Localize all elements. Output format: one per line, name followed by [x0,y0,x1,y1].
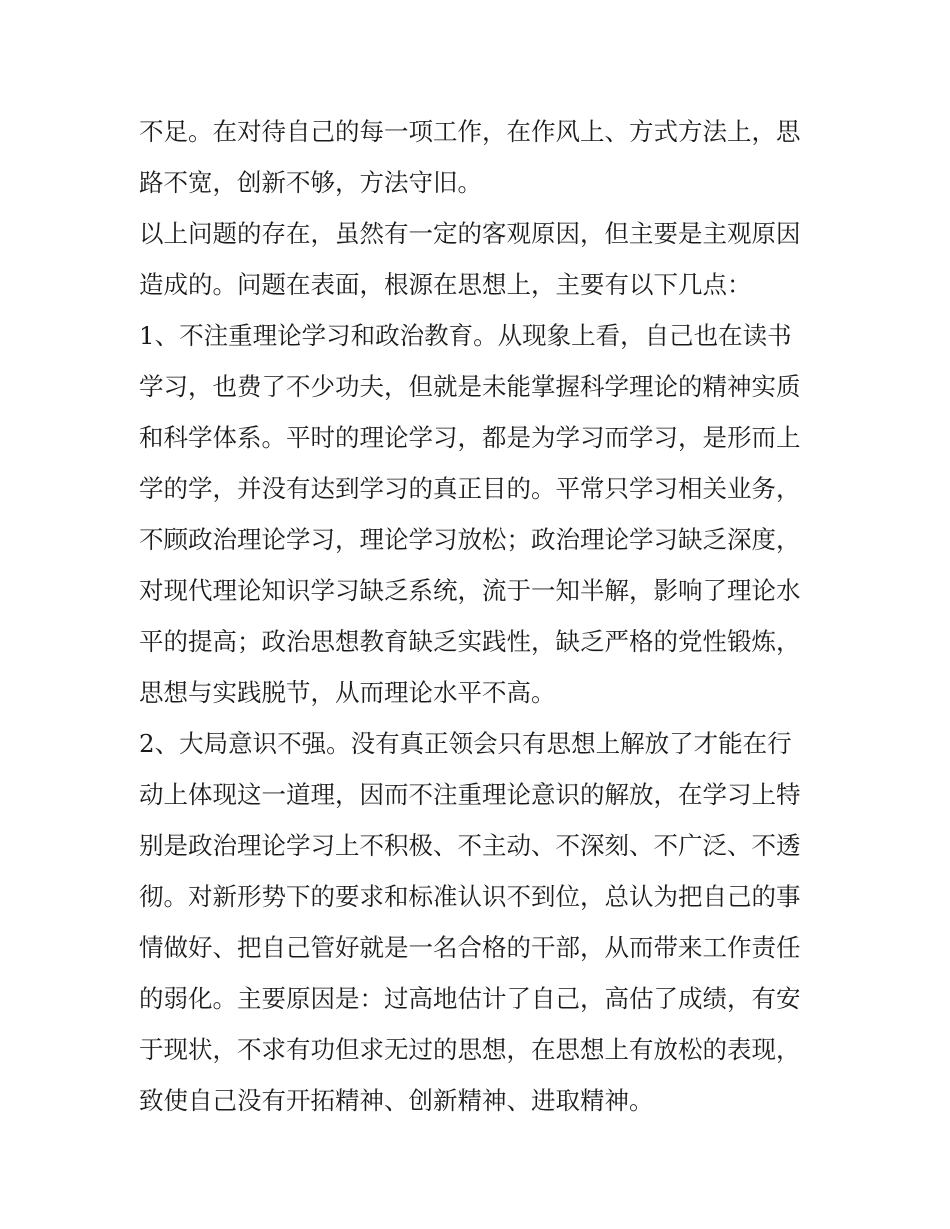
text-line: 情做好、把自己管好就是一名合格的干部，从而带来工作责任 [139,933,801,962]
text-line: 1、不注重理论学习和政治教育。从现象上看，自己也在读书 [139,321,792,350]
text-line: 别是政治理论学习上不积极、不主动、不深刻、不广泛、不透 [139,831,801,860]
text-line: 不足。在对待自己的每一项工作，在作风上、方式方法上，思 [139,117,801,146]
text-line: 的弱化。主要原因是：过高地估计了自己，高估了成绩，有安 [139,984,801,1013]
text-line: 造成的。问题在表面，根源在思想上，主要有以下几点： [139,270,752,299]
text-line: 彻。对新形势下的要求和标准认识不到位，总认为把自己的事 [139,882,801,911]
text-line: 学习，也费了不少功夫，但就是未能掌握科学理论的精神实质 [139,372,801,401]
text-line: 学的学，并没有达到学习的真正目的。平常只学习相关业务， [139,474,801,503]
text-line: 平的提高；政治思想教育缺乏实践性，缺乏严格的党性锻炼， [139,627,801,656]
text-line: 致使自己没有开拓精神、创新精神、进取精神。 [139,1086,654,1115]
text-line: 动上体现这一道理，因而不注重理论意识的解放，在学习上特 [139,780,801,809]
text-line: 于现状，不求有功但求无过的思想，在思想上有放松的表现， [139,1035,801,1064]
body-text [139,106,819,1126]
text-line: 路不宽，创新不够，方法守旧。 [139,168,482,197]
text-line: 不顾政治理论学习，理论学习放松；政治理论学习缺乏深度， [139,525,801,554]
text-line: 思想与实践脱节，从而理论水平不高。 [139,678,556,707]
text-line: 和科学体系。平时的理论学习，都是为学习而学习，是形而上 [139,423,801,452]
text-line: 对现代理论知识学习缺乏系统，流于一知半解，影响了理论水 [139,576,801,605]
text-line: 2、大局意识不强。没有真正领会只有思想上解放了才能在行 [139,729,792,758]
text-line: 以上问题的存在，虽然有一定的客观原因，但主要是主观原因 [139,219,801,248]
